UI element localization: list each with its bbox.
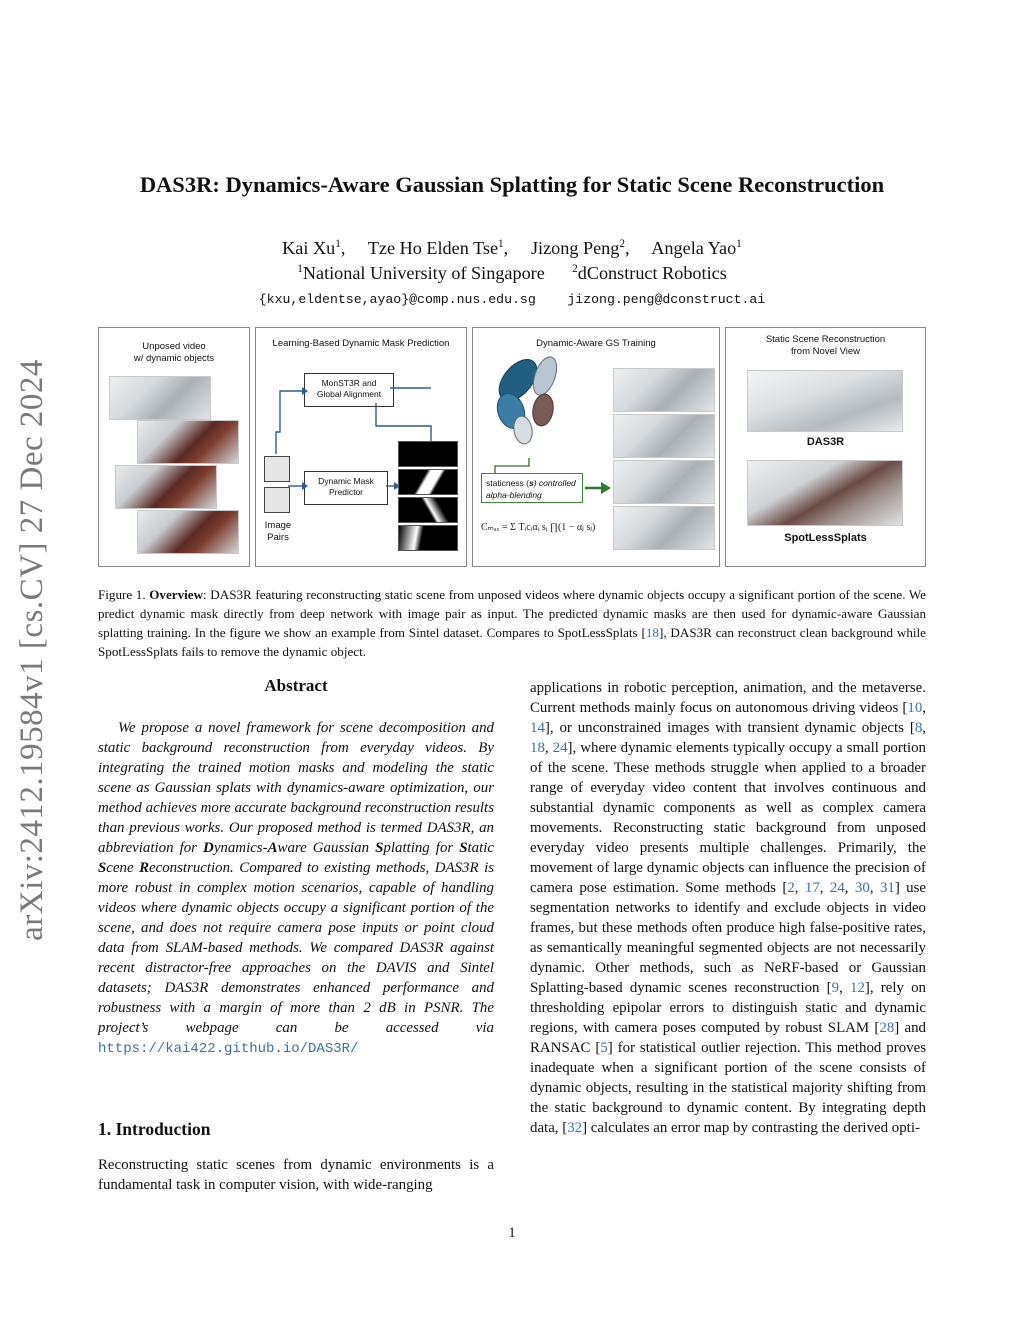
panel-mask-prediction (255, 327, 467, 567)
author-name: Angela Yao (651, 238, 737, 258)
panel-label: Unposed video w/ dynamic objects (133, 341, 215, 364)
panel-label: Static Scene Reconstruction from Novel View (765, 334, 886, 357)
body-text: ], or unconstrained images with transient dynamic objects [ (544, 720, 915, 736)
result-label: DAS3R (806, 436, 845, 448)
abstract-bold-letter: S (375, 840, 384, 856)
right-column-text (530, 678, 926, 1138)
author-affil-mark: 1 (736, 238, 742, 251)
citation-link[interactable]: 28 (879, 1020, 895, 1036)
dynamic-mask (398, 497, 458, 523)
panel-novel-view (725, 327, 926, 567)
body-text: ] calculates an error map by contrasting the derived opti- (582, 1120, 920, 1136)
body-text: , (844, 880, 855, 896)
abstract-body (98, 718, 494, 1059)
citation-link[interactable]: 32 (567, 1120, 583, 1136)
citation-link[interactable]: 2 (787, 880, 795, 896)
abstract-text: cene (106, 860, 140, 876)
mask-predictor-box: Dynamic Mask Predictor (304, 471, 388, 505)
citation-link[interactable]: 18 (645, 625, 659, 640)
citation-link[interactable]: 5 (600, 1040, 608, 1056)
staticness-symbol: s (529, 478, 534, 488)
video-frame (137, 420, 239, 464)
dynamic-mask (398, 525, 458, 551)
citation-link[interactable]: 24 (829, 880, 845, 896)
author-name: Jizong Peng (530, 238, 620, 258)
citation-link[interactable]: 8 (914, 720, 923, 736)
arrow-to-staticness (495, 458, 529, 474)
email[interactable]: {kxu,eldentse,ayao}@comp.nus.edu.sg (258, 292, 536, 307)
staticness-text: staticness ( (486, 478, 529, 488)
body-text: , (794, 880, 805, 896)
figure-caption (98, 585, 926, 661)
body-text: ] for statistical outlier rejection. This method proves inadequate when a significant portion of the scene consists of dynamic objects, resulting in the statistical majority shifting from the static background to dynamic content. By integrating depth data, [ (530, 1040, 926, 1136)
abstract-bold-letter: S (98, 860, 107, 876)
author-affil-mark: 1 (498, 238, 504, 251)
dynamic-mask (398, 441, 458, 467)
abstract-text: tatic (467, 840, 495, 856)
abstract-heading: Abstract (264, 676, 328, 695)
staticness-box (481, 473, 583, 503)
abstract-bold-letter: D (203, 840, 214, 856)
panel-gs-training (472, 327, 720, 567)
abstract-bold-letter: R (139, 860, 149, 876)
panel-unposed-video (98, 327, 250, 567)
email-list (80, 292, 944, 307)
body-text: applications in robotic perception, animation, and the metaverse. Current methods mainly focus on autonomous driving videos [ (530, 680, 926, 716)
caption-text: ], DAS3R can reconstruct clean background while SpotLessSplats fails to remove the dynamic object. (98, 625, 926, 659)
author-list: Kai Xu$^1$, Tze Ho Elden Tse$^1$, Jizong Peng$^2$, Angela Yao$^1$ (282, 238, 742, 258)
affiliation: National University of Singapore (302, 263, 545, 283)
citation-link[interactable]: 30 (854, 880, 870, 896)
citation-link[interactable]: 17 (804, 880, 820, 896)
citation-link[interactable]: 24 (552, 740, 568, 756)
citation-link[interactable]: 18 (530, 740, 545, 756)
arrow-down (376, 403, 431, 443)
das3r-result-image (747, 370, 903, 432)
panel-label: Dynamic-Aware GS Training (536, 338, 656, 349)
abstract-text: ware Gaussian (277, 840, 376, 856)
body-text: , (869, 880, 880, 896)
gaussian-ellipse (530, 393, 555, 428)
training-frame (613, 506, 715, 550)
training-frame (613, 414, 715, 458)
training-frame (613, 368, 715, 412)
project-url-link[interactable]: https://kai422.github.io/DAS3R/ (98, 1041, 359, 1057)
body-text: , (544, 740, 553, 756)
intro-paragraph: Reconstructing static scenes from dynamic environments is a fundamental task in computer vision, with wide-ranging (98, 1157, 494, 1193)
citation-link[interactable]: 14 (530, 720, 545, 736)
alpha-blending-text: alpha-blending (486, 490, 542, 500)
affiliation: dConstruct Robotics (577, 263, 727, 283)
author-name: Tze Ho Elden Tse (367, 238, 499, 258)
video-frame (137, 510, 239, 554)
body-text: ], rely on thresholding epipolar errors to distinguish static and dynamic regions, with camera poses computed by robust SLAM [ (530, 980, 926, 1036)
author-name: Kai Xu (282, 238, 336, 258)
body-text: ], where dynamic elements typically occupy a small portion of the scene. These methods struggle when applied to a broader range of everyday video content that involves continuous and substantial dynamic components as well as complex camera movements. Reconstructing static background from unposed everyday video presents multiple challenges. Primarily, the movement of large dynamic objects can influence the precision of camera pose estimation. Some methods [ (530, 740, 926, 896)
figure-overview (98, 327, 926, 567)
panel-label: Learning-Based Dynamic Mask Prediction (272, 338, 450, 349)
affil-mark: 1 (297, 263, 303, 276)
affiliation-list (80, 263, 944, 284)
image-pairs-label: Image Pairs (264, 520, 292, 543)
arrowhead (601, 482, 611, 494)
caption-prefix: Figure 1. (98, 587, 150, 602)
abstract-text: platting for (383, 840, 460, 856)
citation-link[interactable]: 10 (907, 700, 923, 716)
citation-link[interactable]: 9 (831, 980, 840, 996)
author-affil-mark: 1 (335, 238, 341, 251)
caption-bold: Overview (149, 587, 204, 602)
citation-link[interactable]: 31 (879, 880, 895, 896)
email[interactable]: jizong.peng@dconstruct.ai (567, 292, 766, 307)
abstract-text: econstruction. Compared to existing methods, DAS3R is more robust in complex motion scenarios, capable of handling videos where dynamic objects occupy a significant portion of the scene, and does not require camera pose inputs or point cloud data from SLAM-based methods. We compared DAS3R against recent distractor-free approaches on the DAVIS and Sintel datasets; DAS3R demonstrates enhanced performance and robustness with a margin of more than 2 dB in PSNR. The project’s webpage can be accessed via (98, 860, 495, 1036)
affil-mark: 2 (572, 263, 578, 276)
caption-text: : DAS3R featuring reconstructing static scene from unposed videos where dynamic objects occupy a significant portion of the scene. We predict dynamic mask directly from deep network with image pair as input. The predicted dynamic masks are then used for dynamic-aware Gaussian splatting training. In the figure we show an example from Sintel dataset. Compares to SpotLessSplats [ (98, 587, 926, 640)
abstract-bold-letter: A (267, 840, 278, 856)
abstract-bold-letter: S (459, 840, 468, 856)
author-affil-mark: 2 (619, 238, 626, 251)
arrowhead (302, 387, 308, 395)
intro-heading: 1. Introduction (98, 1119, 211, 1139)
video-frame (109, 376, 211, 420)
body-text: ] use segmentation networks to identify and exclude objects in video frames, but these methods often produce high false-positive rates, as semantically meaningful segmented objects are not necessarily dynamic. Other methods, such as NeRF-based or Gaussian Splatting-based dynamic scenes reconstruction [ (530, 880, 927, 996)
arxiv-identifier: arXiv:2412.19584v1 [cs.CV] 27 Dec 2024 (14, 359, 50, 941)
dynamic-mask (398, 469, 458, 495)
abstract-text: ynamics- (213, 840, 268, 856)
citation-link[interactable]: 12 (850, 980, 865, 996)
body-text: ] and RANSAC [ (530, 1020, 927, 1056)
staticness-text: ) controlled (533, 478, 576, 488)
result-label: SpotLessSplats (784, 532, 867, 544)
body-text: , (839, 980, 850, 996)
arrow-to-monst3r (276, 391, 302, 454)
video-frame (115, 465, 217, 509)
abstract-text: We propose a novel framework for scene decomposition and static background reconstruction from everyday videos. By integrating the trained motion masks and modeling the static scene as Gaussian splats with dynamics-aware optimization, our method achieves more accurate background reconstruction results than previous works. Our proposed method is termed DAS3R, an abbreviation for (98, 720, 494, 856)
body-text: , (922, 700, 926, 716)
body-text: , (819, 880, 830, 896)
body-text: , (922, 720, 926, 736)
blending-equation (481, 512, 601, 542)
monst3r-box: MonST3R and Global Alignment (304, 373, 394, 407)
page-number: 1 (508, 1225, 516, 1241)
paper-title: DAS3R: Dynamics-Aware Gaussian Splatting for Static Scene Reconstruction (139, 172, 885, 197)
training-frame (613, 460, 715, 504)
svg-text:Cₘₐₓ = Σ Tᵢcᵢαᵢ sᵢ ∏(1 − αⱼ sⱼ: Cₘₐₓ = Σ Tᵢcᵢαᵢ sᵢ ∏(1 − αⱼ sⱼ) (481, 522, 596, 533)
spotlesssplats-result-image (747, 460, 903, 526)
arrowhead (302, 482, 308, 490)
